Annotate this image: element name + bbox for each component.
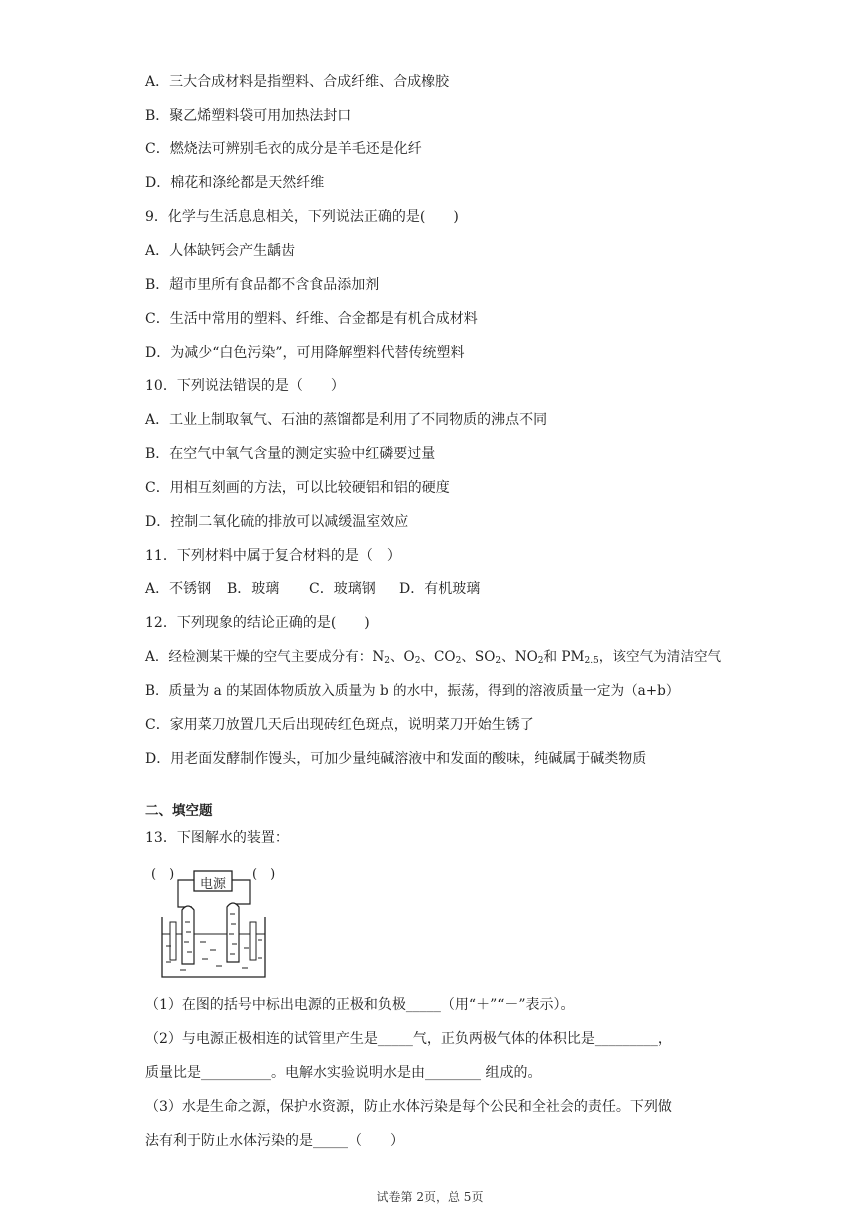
q9-stem: 9．化学与生活息息相关，下列说法正确的是( ) (145, 209, 459, 225)
q9-option-b: B．超市里所有食品都不含食品添加剂 (145, 277, 380, 293)
q11-option-c: C．玻璃钢 (309, 581, 376, 597)
q10-option-d: D．控制二氧化硫的排放可以减缓温室效应 (145, 514, 409, 530)
q13-stem: 13．下图解水的装置： (145, 830, 289, 846)
q13-part1: （1）在图的括号中标出电源的正极和负极_____（用“＋”“－”表示）。 (145, 997, 575, 1013)
q13-part3-line2: 法有利于防止水体污染的是_____（ ） (145, 1133, 404, 1149)
q9-option-a: A．人体缺钙会产生龋齿 (145, 243, 296, 259)
q12-option-b: B．质量为 a 的某固体物质放入质量为 b 的水中，振荡，得到的溶液质量一定为（a+b） (145, 683, 680, 699)
q13-part2-line1: （2）与电源正极相连的试管里产生是_____气，正负两极气体的体积比是_________， (145, 1031, 672, 1047)
q11-option-d: D．有机玻璃 (399, 581, 481, 597)
q10-option-b: B．在空气中氧气含量的测定实验中红磷要过量 (145, 446, 436, 462)
q11-stem: 11．下列材料中属于复合材料的是（ ） (145, 548, 401, 564)
q8-option-c: C．燃烧法可辨别毛衣的成分是羊毛还是化纤 (145, 141, 422, 157)
q12-option-a: A．经检测某干燥的空气主要成分有：$N_2$、$O_2$、$CO_2$、$SO_2$、$NO_2$和 $PM_{2.5}$，该空气为清洁空气 (145, 649, 722, 666)
page-footer: 试卷第 2页，总 5页 (376, 1190, 484, 1204)
electrolysis-diagram (150, 862, 285, 982)
q11-option-a: A．不锈钢 (145, 581, 212, 597)
power-label: 电源 (200, 877, 227, 892)
q10-option-c: C．用相互刻画的方法，可以比较硬铝和铝的硬度 (145, 480, 450, 496)
q10-stem: 10．下列说法错误的是（ ） (145, 378, 345, 394)
q11-option-b: B．玻璃 (227, 581, 280, 597)
q8-option-d: D．棉花和涤纶都是天然纤维 (145, 175, 325, 191)
section-title: 二、填空题 (145, 803, 213, 819)
q8-option-a: A．三大合成材料是指塑料、合成纤维、合成橡胶 (145, 74, 450, 90)
q10-option-a: A．工业上制取氧气、石油的蒸馏都是利用了不同物质的沸点不同 (145, 412, 548, 428)
q9-option-c: C．生活中常用的塑料、纤维、合金都是有机合成材料 (145, 311, 478, 327)
q13-part3-line1: （3）水是生命之源，保护水资源，防止水体污染是每个公民和全社会的责任。下列做 (145, 1099, 672, 1115)
right-bracket: ( ) (252, 867, 276, 882)
q12-stem: 12．下列现象的结论正确的是( ) (145, 615, 370, 631)
q13-part2-line2: 质量比是__________。电解水实验说明水是由________ 组成的。 (145, 1065, 542, 1081)
q11-options (145, 580, 480, 598)
q12-option-d: D．用老面发酵制作馒头，可加少量纯碱溶液中和发面的酸味，纯碱属于碱类物质 (145, 751, 647, 767)
left-bracket: ( ) (151, 867, 175, 882)
q12-option-c: C．家用菜刀放置几天后出现砖红色斑点，说明菜刀开始生锈了 (145, 717, 534, 733)
q9-option-d: D．为减少“白色污染”，可用降解塑料代替传统塑料 (145, 345, 465, 361)
q8-option-b: B．聚乙烯塑料袋可用加热法封口 (145, 108, 352, 124)
